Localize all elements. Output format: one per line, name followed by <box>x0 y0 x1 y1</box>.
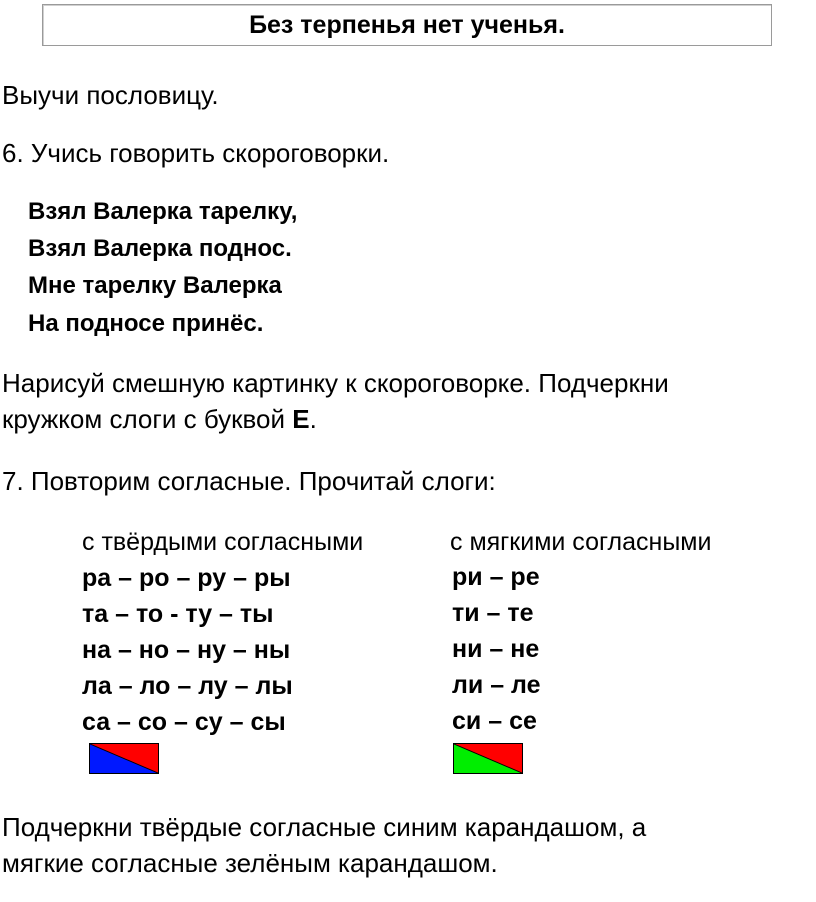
syllable-row: ни – не <box>452 635 540 663</box>
task-learn-proverb: Выучи пословицу. <box>2 80 219 110</box>
syllable-row: на – но – ну – ны <box>82 636 291 664</box>
syllable-row: са – со – су – сы <box>82 708 286 736</box>
tongue-twister-line: Взял Валерка тарелку, <box>28 198 298 225</box>
hard-consonant-scheme-icon <box>89 743 159 774</box>
draw-task-prefix: кружком слоги с буквой <box>2 404 293 434</box>
hard-header: с твёрдыми согласными <box>82 528 364 556</box>
tongue-twister-line: На подносе принёс. <box>28 310 264 337</box>
syllable-row: ра – ро – ру – ры <box>82 564 291 592</box>
syllable-row: ли – ле <box>452 671 541 699</box>
syllable-row: си – се <box>452 707 537 735</box>
syllable-row: та – то - ту – ты <box>82 600 274 628</box>
task6-heading: 6. Учись говорить скороговорки. <box>2 138 390 168</box>
final-task-line2: мягкие согласные зелёным карандашом. <box>2 848 498 878</box>
task7-heading: 7. Повторим согласные. Прочитай слоги: <box>2 466 496 496</box>
syllable-row: ла – ло – лу – лы <box>82 672 293 700</box>
syllable-row: ти – те <box>452 599 534 627</box>
tongue-twister-line: Взял Валерка поднос. <box>28 235 292 262</box>
proverb-title: Без терпенья нет ученья. <box>42 4 772 46</box>
final-task-line1: Подчеркни твёрдые согласные синим карандашом, а <box>2 812 647 842</box>
tongue-twister-line: Мне тарелку Валерка <box>28 272 282 299</box>
letter-e: Е <box>292 404 310 434</box>
draw-task-suffix: . <box>309 404 317 434</box>
soft-header: с мягкими согласными <box>450 528 712 556</box>
soft-consonant-scheme-icon <box>453 743 523 774</box>
draw-task-line1: Нарисуй смешную картинку к скороговорке. Подчеркни <box>2 368 669 398</box>
draw-task-line2 <box>2 404 317 435</box>
syllable-row: ри – ре <box>452 563 540 591</box>
